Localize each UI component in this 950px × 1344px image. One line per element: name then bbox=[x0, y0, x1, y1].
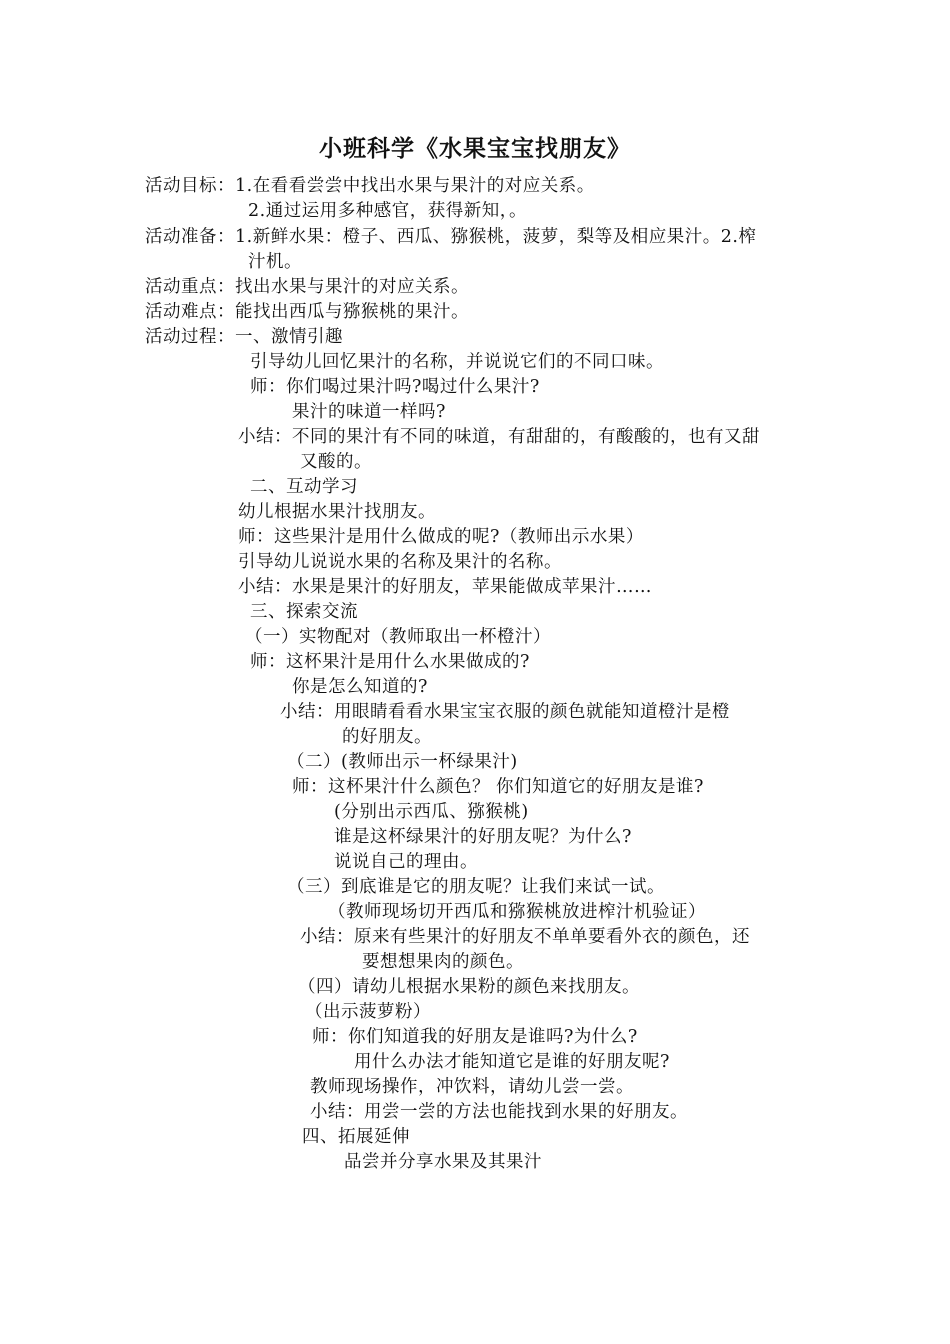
text-line: 师：你们喝过果汁吗?喝过什么果汁? bbox=[250, 377, 540, 397]
text-line: 引导幼儿说说水果的名称及果汁的名称。 bbox=[238, 552, 562, 572]
text-line: 的好朋友。 bbox=[342, 727, 432, 747]
text-line: 三、探索交流 bbox=[250, 602, 358, 622]
text-line: 活动重点：找出水果与果汁的对应关系。 bbox=[145, 277, 469, 297]
text-line: 师：这杯果汁是用什么水果做成的? bbox=[250, 652, 530, 672]
text-line: 说说自己的理由。 bbox=[334, 852, 478, 872]
text-line: 活动目标：1.在看看尝尝中找出水果与果汁的对应关系。 bbox=[145, 176, 595, 196]
text-line: 活动难点：能找出西瓜与猕猴桃的果汁。 bbox=[145, 302, 469, 322]
text-line: （四）请幼儿根据水果粉的颜色来找朋友。 bbox=[298, 977, 640, 997]
text-line: 活动准备：1.新鲜水果：橙子、西瓜、猕猴桃，菠萝，梨等及相应果汁。2.榨 bbox=[145, 227, 757, 247]
text-line: (分别出示西瓜、猕猴桃) bbox=[334, 802, 529, 822]
text-line: 果汁的味道一样吗? bbox=[292, 402, 446, 422]
text-line: 你是怎么知道的? bbox=[292, 677, 428, 697]
text-line: 又酸的。 bbox=[300, 452, 372, 472]
text-line: 幼儿根据水果汁找朋友。 bbox=[238, 502, 436, 522]
text-line: （三）到底谁是它的朋友呢？让我们来试一试。 bbox=[287, 877, 665, 897]
text-line: 小结：水果是果汁的好朋友，苹果能做成苹果汁…… bbox=[238, 577, 652, 597]
text-line: 四、拓展延伸 bbox=[302, 1127, 410, 1147]
text-line: （出示菠萝粉） bbox=[305, 1002, 431, 1022]
text-line: 汁机。 bbox=[248, 252, 302, 272]
text-line: 要想想果肉的颜色。 bbox=[362, 952, 524, 972]
text-line: 引导幼儿回忆果汁的名称，并说说它们的不同口味。 bbox=[250, 352, 664, 372]
text-line: 小结：不同的果汁有不同的味道，有甜甜的，有酸酸的，也有又甜 bbox=[238, 427, 760, 447]
text-line: （教师现场切开西瓜和猕猴桃放进榨汁机验证） bbox=[328, 902, 706, 922]
text-line: （二）(教师出示一杯绿果汁) bbox=[287, 752, 518, 772]
text-line: （一）实物配对（教师取出一杯橙汁） bbox=[245, 627, 551, 647]
text-line: 用什么办法才能知道它是谁的好朋友呢? bbox=[354, 1052, 670, 1072]
document-title: 小班科学《水果宝宝找朋友》 bbox=[319, 136, 631, 162]
text-line: 二、互动学习 bbox=[250, 477, 358, 497]
text-line: 小结：用眼睛看看水果宝宝衣服的颜色就能知道橙汁是橙 bbox=[280, 702, 730, 722]
text-line: 小结：原来有些果汁的好朋友不单单要看外衣的颜色，还 bbox=[300, 927, 750, 947]
text-line: 小结：用尝一尝的方法也能找到水果的好朋友。 bbox=[310, 1102, 688, 1122]
text-line: 品尝并分享水果及其果汁 bbox=[344, 1152, 542, 1172]
text-line: 教师现场操作，冲饮料，请幼儿尝一尝。 bbox=[310, 1077, 634, 1097]
text-line: 2.通过运用多种感官，获得新知，。 bbox=[248, 201, 527, 221]
text-line: 师：这杯果汁什么颜色？ 你们知道它的好朋友是谁? bbox=[292, 777, 704, 797]
text-line: 师：这些果汁是用什么做成的呢?（教师出示水果） bbox=[238, 527, 644, 547]
text-line: 活动过程：一、激情引趣 bbox=[145, 327, 343, 347]
text-line: 师：你们知道我的好朋友是谁吗?为什么? bbox=[312, 1027, 638, 1047]
text-line: 谁是这杯绿果汁的好朋友呢？为什么? bbox=[334, 827, 632, 847]
